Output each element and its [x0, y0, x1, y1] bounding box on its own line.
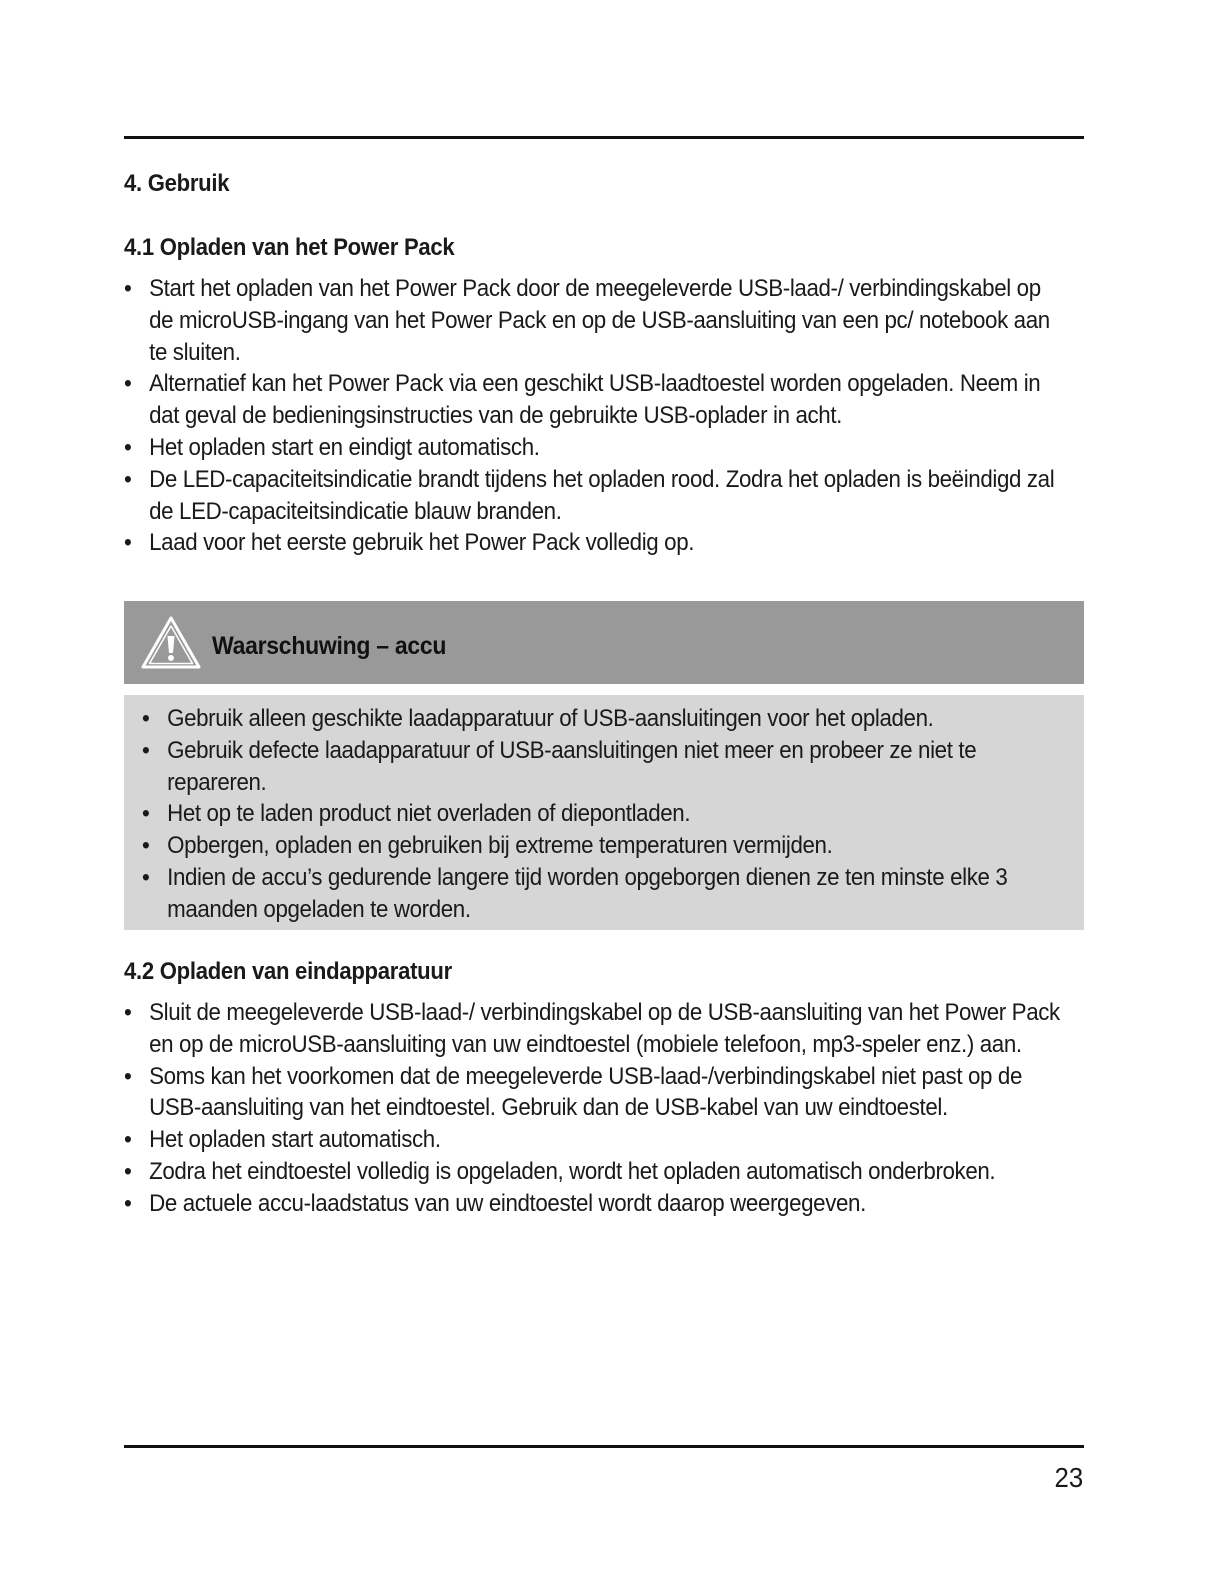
list-item: • Gebruik defecte laadapparatuur of USB-aansluitingen niet meer en probeer ze niet te repareren.: [142, 735, 1063, 799]
top-rule: [124, 136, 1084, 139]
list-item: • Zodra het eindtoestel volledig is opgeladen, wordt het opladen automatisch onderbroken.: [124, 1156, 1063, 1188]
charging-devices-list: [124, 997, 1063, 1220]
list-item: • Het opladen start en eindigt automatisch.: [124, 432, 1063, 464]
warning-triangle-icon: [140, 615, 202, 671]
list-item: • Gebruik alleen geschikte laadapparatuur of USB-aansluitingen voor het opladen.: [142, 703, 1063, 735]
list-item: • De LED-capaciteitsindicatie brandt tijdens het opladen rood. Zodra het opladen is beëindigd zal de LED-capaciteitsindicatie blauw branden.: [124, 464, 1063, 528]
list-item: • Opbergen, opladen en gebruiken bij extreme temperaturen vermijden.: [142, 830, 1063, 862]
warning-body: [124, 695, 1084, 930]
page-number: 23: [1054, 1462, 1083, 1493]
list-item: • Alternatief kan het Power Pack via een geschikt USB-laadtoestel worden opgeladen. Neem in dat geval de bedieningsinstructies van de gebruikte USB-oplader in acht.: [124, 368, 1063, 432]
list-item: • Laad voor het eerste gebruik het Power Pack volledig op.: [124, 527, 1063, 559]
list-item: • Het opladen start automatisch.: [124, 1124, 1063, 1156]
subsection-title-4-1: 4.1 Opladen van het Power Pack: [124, 234, 455, 261]
bottom-rule: [124, 1445, 1084, 1448]
list-item: • Indien de accu’s gedurende langere tijd worden opgeborgen dienen ze ten minste elke 3 maanden opgeladen te worden.: [142, 862, 1063, 926]
list-item: • De actuele accu-laadstatus van uw eindtoestel wordt daarop weergegeven.: [124, 1188, 1063, 1220]
subsection-title-4-2: 4.2 Opladen van eindapparatuur: [124, 958, 452, 985]
warning-list: [142, 703, 1063, 926]
list-item: • Het op te laden product niet overladen of diepontladen.: [142, 798, 1063, 830]
charging-power-pack-list: [124, 273, 1063, 559]
warning-title: Waarschuwing – accu: [212, 632, 447, 660]
warning-header: [124, 601, 1084, 684]
list-item: • Sluit de meegeleverde USB-laad-/ verbindingskabel op de USB-aansluiting van het Power Pack en op de microUSB-aansluiting van uw eindtoestel (mobiele telefoon, mp3-speler enz.) aan.: [124, 997, 1063, 1061]
list-item: • Soms kan het voorkomen dat de meegeleverde USB-laad-/verbindingskabel niet past op de USB-aansluiting van het eindtoestel. Gebruik dan de USB-kabel van uw eindtoestel.: [124, 1061, 1063, 1125]
section-title: 4. Gebruik: [124, 170, 230, 197]
list-item: • Start het opladen van het Power Pack door de meegeleverde USB-laad-/ verbindingskabel op de microUSB-ingang van het Power Pack en op de USB-aansluiting van een pc/ notebook aan te sluiten.: [124, 273, 1063, 368]
